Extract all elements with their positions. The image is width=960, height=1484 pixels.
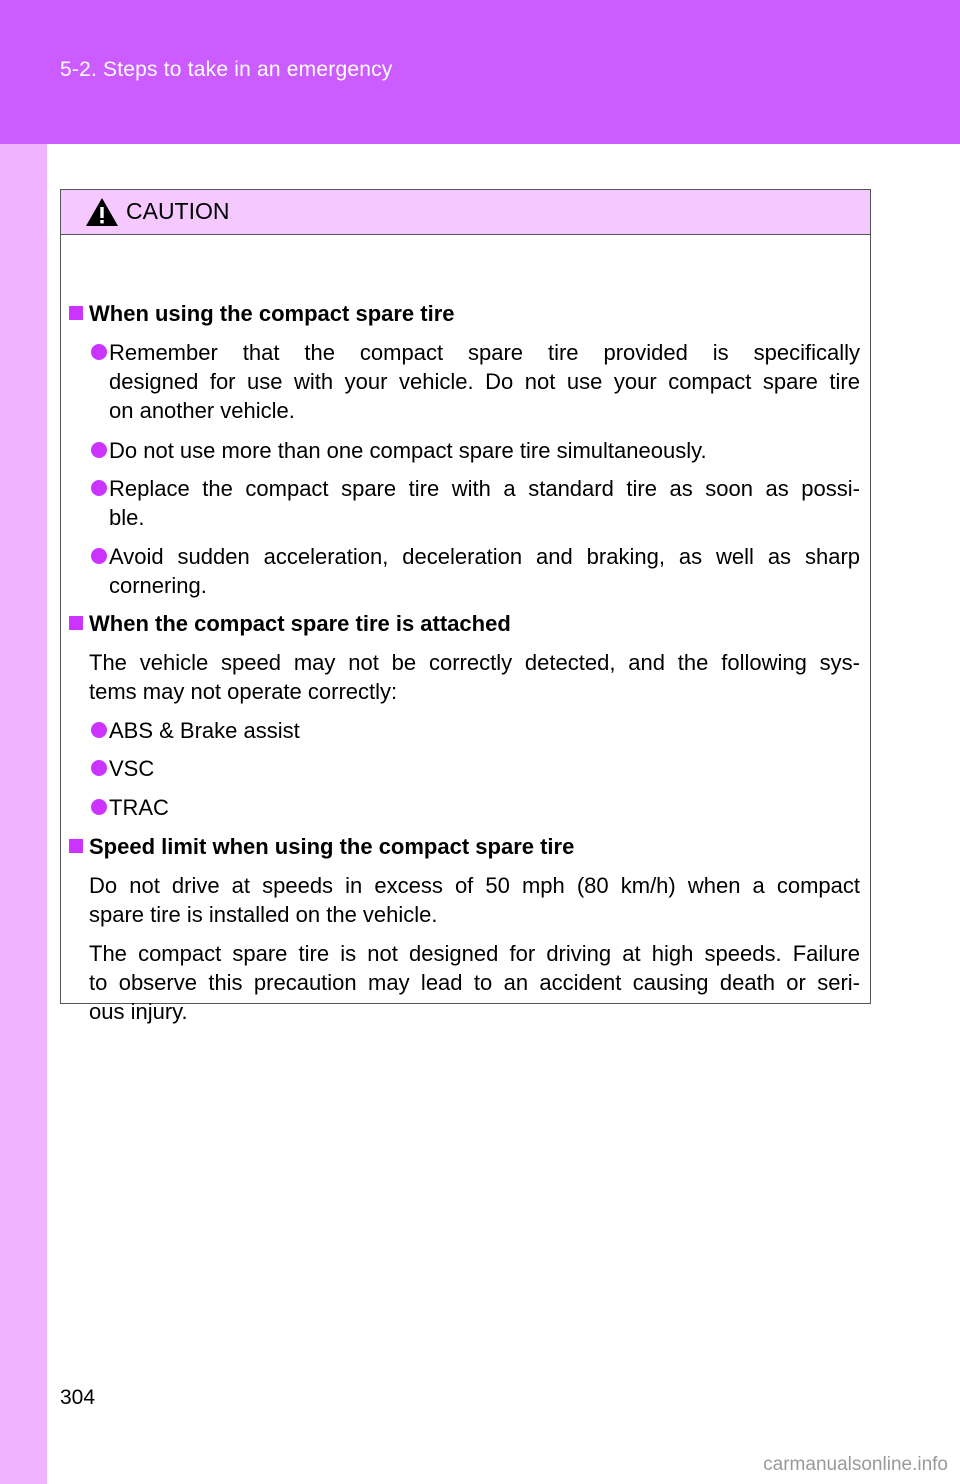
watermark: carmanualsonline.info: [763, 1454, 948, 1475]
list-item-continued: ble.: [109, 505, 145, 530]
circle-bullet-icon: [91, 442, 107, 458]
caution-box: [60, 189, 871, 1024]
list-item: Remember that the compact spare tire provided is specifically: [61, 338, 870, 368]
warning-triangle-icon: [85, 197, 119, 227]
page-number: 304: [60, 1386, 96, 1409]
list-item: Avoid sudden acceleration, deceleration and braking, as well as sharp: [61, 542, 870, 572]
left-margin-band: [0, 144, 47, 1484]
paragraph-line: tems may not operate correctly:: [89, 679, 398, 704]
list-item-continued: on another vehicle.: [109, 398, 295, 423]
square-bullet-icon: [69, 616, 83, 630]
list-item-continued: cornering.: [109, 573, 207, 598]
section-header: 5-2. Steps to take in an emergency: [60, 58, 393, 81]
circle-bullet-icon: [91, 480, 107, 496]
list-item: Do not use more than one compact spare tire simultaneously.: [61, 436, 870, 466]
caution-header: [61, 190, 870, 235]
caution-title: CAUTION: [126, 198, 230, 224]
list-item: ABS & Brake assist: [61, 716, 870, 746]
circle-bullet-icon: [91, 799, 107, 815]
circle-bullet-icon: [91, 722, 107, 738]
list-item-continued: designed for use with your vehicle. Do not use your compact spare tire: [109, 369, 860, 394]
circle-bullet-icon: [91, 760, 107, 776]
circle-bullet-icon: [91, 548, 107, 564]
square-bullet-icon: [69, 839, 83, 853]
paragraph-line: The vehicle speed may not be correctly detected, and the following sys-: [89, 650, 860, 675]
subheading: When the compact spare tire is attached: [61, 609, 870, 639]
paragraph-line: ous injury.: [89, 999, 188, 1024]
list-item: Replace the compact spare tire with a standard tire as soon as possi-: [61, 474, 870, 504]
subheading: When using the compact spare tire: [61, 299, 870, 329]
list-item: VSC: [61, 754, 870, 784]
subheading: Speed limit when using the compact spare tire: [61, 832, 870, 862]
paragraph-line: to observe this precaution may lead to an accident causing death or seri-: [89, 970, 860, 995]
square-bullet-icon: [69, 306, 83, 320]
paragraph-line: The compact spare tire is not designed for driving at high speeds. Failure: [89, 941, 860, 966]
paragraph-line: Do not drive at speeds in excess of 50 mph (80 km/h) when a compact: [89, 873, 860, 898]
paragraph-line: spare tire is installed on the vehicle.: [89, 902, 438, 927]
list-item: TRAC: [61, 793, 870, 823]
circle-bullet-icon: [91, 344, 107, 360]
